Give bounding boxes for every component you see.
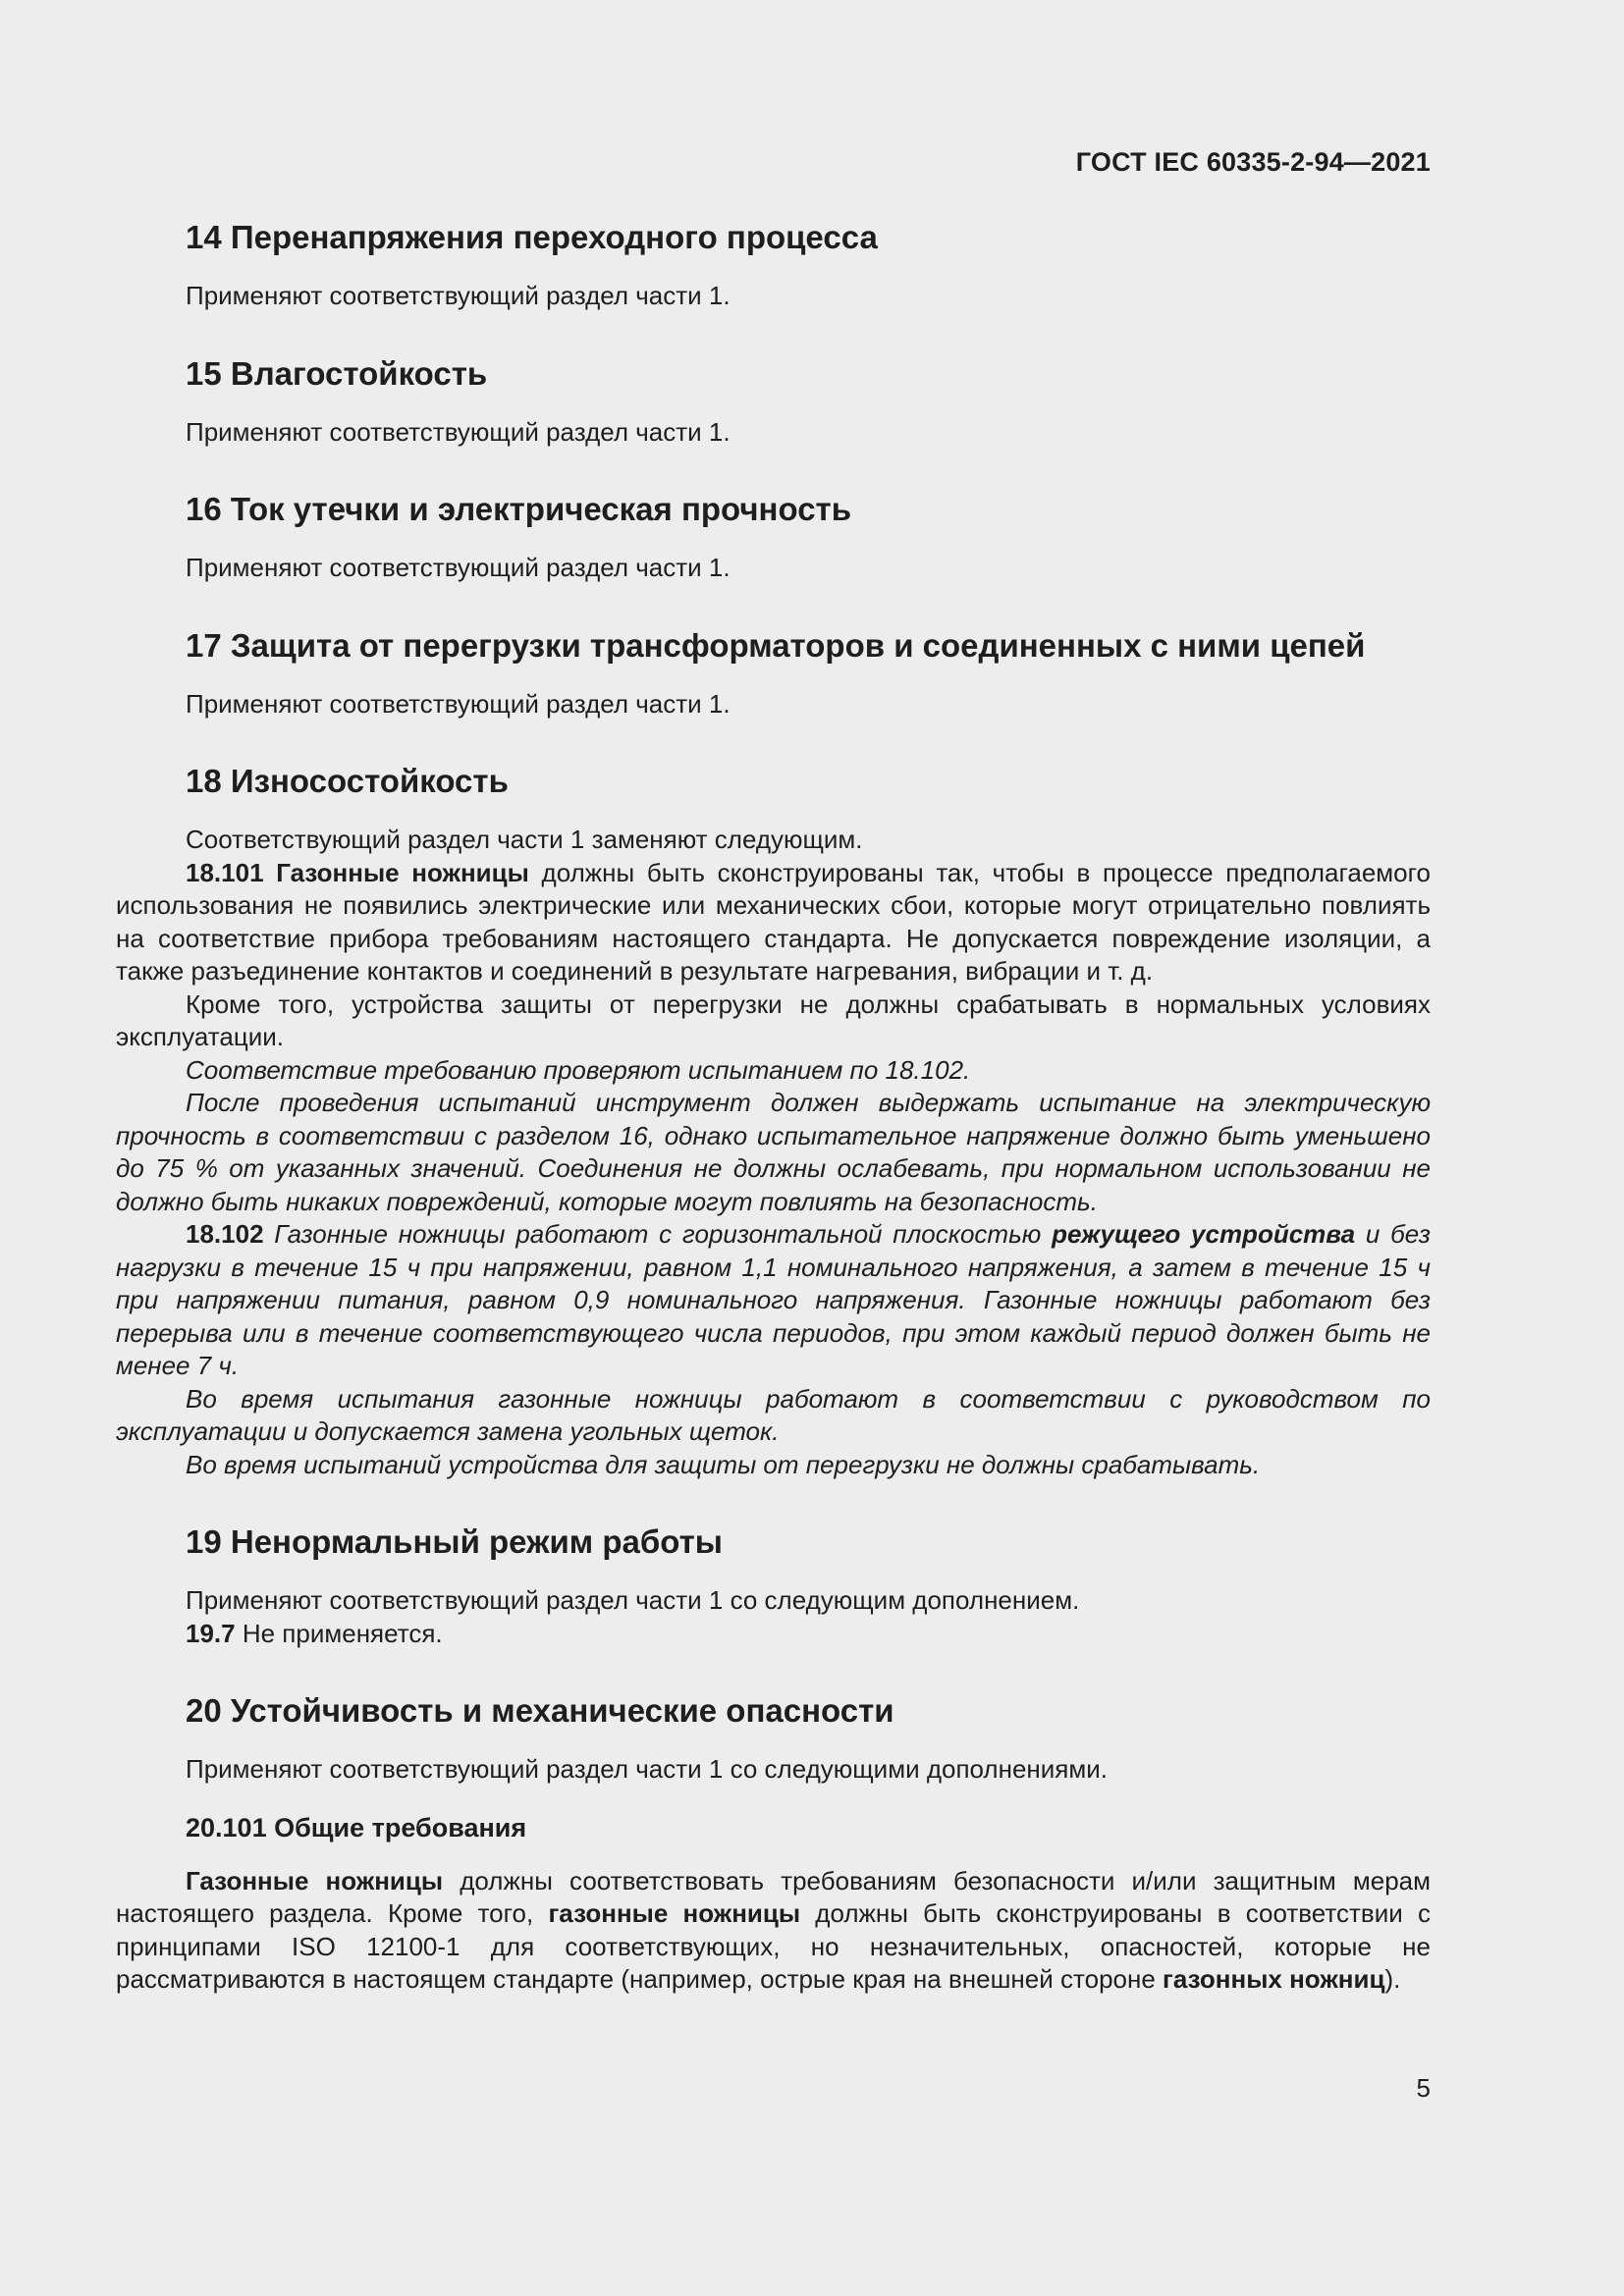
overload-paragraph: Кроме того, устройства защиты от перегрузки не должны срабатывать в нормальных условиях эксплуатации.	[116, 988, 1431, 1051]
section-19-title: 19 Ненормальный режим работы	[186, 1523, 723, 1560]
clause-19-7-number: 19.7	[186, 1618, 236, 1648]
term-lawn-shears-3: газонных ножниц	[1163, 1964, 1385, 1994]
section-14-title: 14 Перенапряжения переходного процесса	[186, 219, 878, 255]
section-20-title: 20 Устойчивость и механические опасности	[186, 1692, 894, 1729]
after-test-paragraph: После проведения испытаний инструмент должен выдержать испытание на электрическую прочность в соответствии с разделом 16, однако испытательное напряжение должно быть уменьшено до 75 % от указанных значений. Соединения не должны ослабевать, при нормальном использовании не должно быть никаких повреждений, которые могут повлиять на безопасность.	[116, 1088, 1431, 1216]
section-18-intro: Соответствующий раздел части 1 заменяют следующим.	[186, 825, 863, 854]
document-code-header: ГОСТ IEC 60335-2-94—2021	[1075, 147, 1431, 177]
section-15-text: Применяют соответствующий раздел части 1.	[186, 416, 731, 447]
section-17-title: 17 Защита от перегрузки трансформаторов и соединенных с ними цепей	[186, 626, 1366, 664]
clause-20-101-text-c: ).	[1384, 1964, 1401, 1994]
section-20-text: Применяют соответствующий раздел части 1 со следующими дополнениями.	[186, 1754, 1108, 1784]
compliance-paragraph: Соответствие требованию проверяют испытанием по 18.102.	[186, 1054, 971, 1085]
section-14-text: Применяют соответствующий раздел части 1.	[186, 281, 731, 310]
subsection-20-101-title: 20.101 Общие требования	[186, 1812, 527, 1842]
section-19-text: Применяют соответствующий раздел части 1 со следующим дополнением.	[186, 1585, 1080, 1615]
section-15-title: 15 Влагостойкость	[186, 354, 488, 392]
clause-20-101-text	[116, 1865, 1431, 1997]
page-number: 5	[1416, 2073, 1431, 2103]
document-body	[116, 218, 1431, 1997]
brushes-paragraph: Во время испытания газонные ножницы работают в соответствии с руководством по эксплуатации и допускается замена угольных щеток.	[116, 1383, 1431, 1446]
term-lawn-shears-2: газонные ножницы	[548, 1898, 801, 1928]
clause-18-101	[116, 857, 1431, 988]
no-overload-paragraph: Во время испытаний устройства для защиты от перегрузки не должны срабатывать.	[186, 1449, 1261, 1479]
clause-18-102-text-b: и без нагрузки в течение 15 ч при напряжении, равном 1,1 номинального напряжения, а затем в течение 15 ч при напряжении питания, равном 0,9 номинального напряжения. Газонные ножницы работают без перерыва или в течение соответствующего числа периодов, при этом каждый период должен быть не менее 7 ч.	[116, 1219, 1431, 1380]
term-lawn-shears-1: Газонные ножницы	[186, 1865, 444, 1896]
clause-20-101-text-a: должны соответствовать требованиям безопасности и/или защитным мерам настоящего раздела. Кроме того,	[116, 1865, 1431, 1928]
clause-19-7-text: Не применяется.	[235, 1618, 443, 1648]
clause-20-101-text-b: должны быть сконструированы в соответствии с принципами ISO 12100-1 для соответствующих, но незначительных, опасностей, которые не рассматриваются в настоящем стандарте (например, острые края на внешней стороне	[116, 1898, 1431, 1994]
section-16-text: Применяют соответствующий раздел части 1.	[186, 553, 731, 582]
section-17-text: Применяют соответствующий раздел части 1.	[186, 688, 731, 719]
term-cutting-device: режущего устройства	[1052, 1219, 1356, 1249]
clause-18-101-text: должны быть сконструированы так, чтобы в процессе предполагаемого использования не появились электрические или механических сбои, которые могут отрицательно повлиять на соответствие прибора требованиям настоящего стандарта. Не допускается повреждение изоляции, а также разъединение контактов и соединений в результате нагревания, вибрации и т. д.	[116, 857, 1431, 986]
clause-19-7	[116, 1618, 1431, 1651]
section-18-title: 18 Износостойкость	[186, 763, 509, 799]
clause-18-102-text-a: Газонные ножницы работают с горизонтальной плоскостью	[263, 1219, 1053, 1249]
clause-18-102	[116, 1218, 1431, 1383]
clause-18-102-number: 18.102	[186, 1219, 264, 1249]
term-lawn-shears: Газонные ножницы	[276, 857, 529, 887]
clause-18-101-number: 18.101	[186, 857, 264, 887]
section-16-title: 16 Ток утечки и электрическая прочность	[186, 491, 851, 527]
